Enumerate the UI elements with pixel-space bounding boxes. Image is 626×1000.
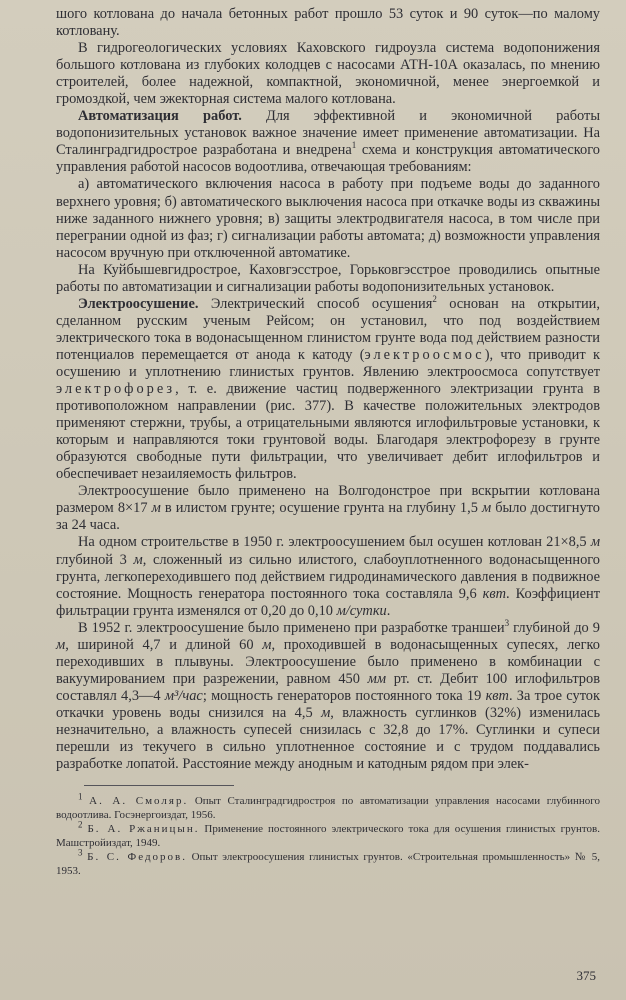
unit: м — [133, 551, 143, 568]
unit: м — [321, 704, 331, 721]
footnote-1 — [56, 791, 601, 822]
term-electroosmosis: электроосмос — [364, 346, 485, 363]
text-run: Для эффективной и экономичной работы водопонизительных установок важное значение имеет применение автоматизации. На Сталинградгидрострое разработана и внедрена — [56, 108, 601, 159]
section-heading-electro-drying: Электроосушение. — [78, 295, 199, 312]
unit: м — [262, 636, 272, 653]
paragraph-requirements — [56, 176, 600, 261]
text-run: . — [386, 602, 391, 619]
text-run: , т. е. движение частиц подверженного электризации грунта в противоположном направлении (рис. 377). В качестве положительных электродов применяют стержни, трубы, а отрицательными являются иглофильтровые установки, к которым и направляются токи грунтовой воды. Благодаря электрофорезу в грунте образуются свободные пути фильтрации, что увеличивает дебит иглофильтров и обеспечивает незаиляемость фильтров. — [56, 381, 600, 483]
footnote-number: 3 — [78, 847, 83, 858]
paragraph-1950 — [56, 534, 600, 619]
unit: мм — [367, 670, 387, 687]
text-run: Электрический способ осушения — [198, 295, 433, 312]
text-run: ; мощность генераторов постоянного тока 19 — [202, 687, 486, 704]
text-run: . За трое суток откачки уровень воды снизился на 4,5 — [56, 687, 600, 721]
footnote-author: Б. А. Ржаницын. — [87, 823, 200, 836]
text-run: . Коэффициент фильтрации грунта изменялся от 0,20 до 0,10 — [56, 585, 600, 619]
text-run: , шириной 4,7 и длиной 60 — [65, 636, 263, 653]
footnote-author: А. А. Смоляр. — [89, 795, 189, 808]
unit: м — [590, 534, 600, 551]
footnote-3 — [56, 847, 601, 878]
text-run: в илистом грунте; осушение грунта на глубину 1,5 — [160, 500, 482, 517]
footnote-2 — [56, 819, 600, 850]
text-run: , проходившей в водонасыщенных супесях, легко переходивших в плывуны. Электроосушение было применено в комбинации с вакуумированием при разрежении, равном 450 — [56, 636, 601, 687]
unit: м — [56, 636, 66, 653]
paragraph-automation — [56, 108, 600, 176]
unit: м/сутки — [336, 602, 387, 619]
footnote-ref-3[interactable]: 3 — [504, 617, 510, 628]
footnote-text: Опыт электроосушения глинистых грунтов. «Строительная промышленность» № 5, 1953. — [56, 851, 601, 878]
text-run: В гидрогеологических условиях Каховского гидроузла система водопонижения большого котлована из глубоких колодцев с насосами АТН-10А оказалась, по мнению строителей, более надежной, компактной, экономичной, менее энергоемкой и громоздкой, чем эжекторная система малого котлована. — [56, 40, 600, 108]
unit: квт — [485, 687, 509, 704]
text-run: , сложенный из сильно илистого, слабоуплотненного водонасыщенного грунта, легкопереходившего под действием гидродинамического давления в подвижное состояние. Мощность генератора постоянного тока составляла 9,6 — [56, 551, 600, 602]
text-run: рт. ст. Дебит 100 иглофильтров составлял 4,3—4 — [56, 670, 600, 704]
footnote-ref-1[interactable]: 1 — [351, 140, 357, 151]
text-run: глубиной до 9 — [509, 619, 600, 636]
footnote-number: 1 — [78, 791, 83, 802]
footnote-author: Б. С. Федоров. — [87, 851, 187, 864]
text-run: В 1952 г. электроосушение было применено при разработке траншеи — [78, 619, 505, 636]
paragraph-1952 — [56, 617, 601, 773]
term-electrophoresis: электрофорез — [56, 381, 176, 398]
text-run: шого котлована до начала бетонных работ прошло 53 суток и 90 суток—по малому котловану. — [56, 6, 600, 40]
unit: квт — [482, 585, 507, 602]
text-run: глубиной 3 — [56, 551, 134, 568]
text-run: На одном строительстве в 1950 г. электроосушением был осушен котлован 21×8,5 — [78, 534, 591, 551]
text-run: ), что приводит к осушению и уплотнению глинистых грунтов. Явлению электроосмоса сопутствует — [56, 346, 601, 380]
paragraph-experiments — [56, 262, 600, 296]
paragraph-volgodon — [56, 483, 600, 534]
text-run: основан на открытии, сделанном русским ученым Рейсом; он установил, что под воздействием электрического тока в водонасыщенном глинистом грунте вода под действием разности потенциалов перемещается от анода к катоду ( — [56, 295, 600, 363]
text-run: Электроосушение было применено на Волгодонстрое при вскрытии котлована размером 8×17 — [56, 483, 600, 517]
text-run: а) автоматического включения насоса в работу при подъеме воды до заданного верхнего уровня; б) автоматического выключения насоса при откачке воды из скважины ниже заданного нижнего уровня; в) защиты электродвигателя насоса, в том числе при перегрании одной из фаз; г) сигнализации работы автомата; д) возможности управления насосом вручную при отключенной автоматике. — [56, 176, 600, 261]
unit: м — [151, 500, 161, 517]
footnote-number: 2 — [78, 819, 83, 830]
unit: м³/час — [164, 687, 203, 704]
text-run: схема и конструкция автоматического управления работой насосов водоотлива, отвечающая требованиям: — [56, 142, 600, 176]
footnote-text: Опыт Сталинградгидростроя по автоматизации управления насосами глубинного водоотлива. Госэнергоиздат, 1956. — [56, 795, 601, 822]
paragraph-continuation — [56, 6, 600, 40]
text-run: было достигнуто за 24 часа. — [56, 500, 600, 534]
paragraph-kakhovka — [56, 40, 600, 108]
paragraph-electro-drying — [56, 296, 600, 484]
footnote-ref-2[interactable]: 2 — [432, 294, 437, 304]
footnote-text: Применение постоянного электрического тока для осушения глинистых грунтов. Машстройиздат, 1949. — [56, 823, 600, 850]
text-run: На Куйбышевгидрострое, Каховгэсстрое, Горьковгэсстрое проводились опытные работы по автоматизации и сигнализации работы водопонизительных установок. — [56, 261, 600, 295]
page-number: 375 — [576, 968, 596, 983]
text-run: , влажность суглинков (32%) изменилась незначительно, а влажность супесей снизилась с 32,8 до 17%. Суглинки и супеси перешли из текучего в сильно уплотненное состояние и с трудом поддавались разработке лопатой. Расстояние между анодным и катодным рядом при элек- — [56, 704, 601, 773]
footnote-divider — [84, 785, 234, 786]
unit: м — [481, 500, 492, 517]
section-heading-automation: Автоматизация работ. — [78, 108, 242, 125]
